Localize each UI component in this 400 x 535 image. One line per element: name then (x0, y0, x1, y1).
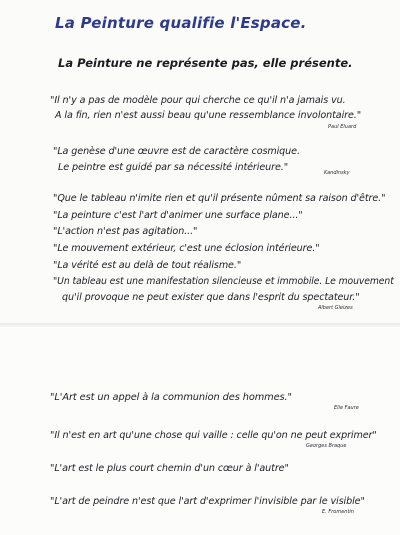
quote-gleizes-author: Albert Gleizes (318, 305, 353, 311)
quote-gleizes-line-1: "Que le tableau n'imite rien et qu'il présente nûment sa raison d'être." (53, 193, 386, 204)
quote-anonymous: "L'art est le plus court chemin d'un cœur à l'autre" (50, 463, 289, 474)
quote-braque-author: Georges Braque (306, 443, 347, 449)
quote-fromentin-author: E. Fromentin (322, 509, 354, 515)
quote-fromentin: "L'art de peindre n'est que l'art d'exprimer l'invisible par le visible" (50, 496, 365, 507)
page-subtitle: La Peinture ne représente pas, elle présente. (58, 56, 353, 70)
quote-eluard-author: Paul Eluard (328, 124, 357, 130)
quote-gleizes-line-4: "Le mouvement extérieur, c'est une éclosion intérieure." (53, 243, 320, 254)
quote-gleizes-line-7: qu'il provoque ne peut exister que dans l'esprit du spectateur." (62, 292, 360, 303)
quote-braque: "Il n'est en art qu'une chose qui vaille : celle qu'on ne peut exprimer" (50, 430, 377, 441)
page-title: La Peinture qualifie l'Espace. (55, 14, 307, 32)
quote-kandinsky-line-1: "La genèse d'une œuvre est de caractère cosmique. (53, 146, 300, 157)
quote-kandinsky-line-2: Le peintre est guidé par sa nécessité intérieure." (58, 162, 289, 173)
quote-eluard-line-2: A la fin, rien n'est aussi beau qu'une ressemblance involontaire." (55, 110, 362, 121)
quote-gleizes-line-2: "La peinture c'est l'art d'animer une surface plane..." (53, 210, 303, 221)
quote-faure: "L'Art est un appel à la communion des hommes." (50, 392, 292, 403)
quote-kandinsky-author: Kandinsky (324, 170, 350, 176)
quote-gleizes-line-5: "La vérité est au delà de tout réalisme." (53, 260, 242, 271)
quote-faure-author: Elie Faure (334, 405, 359, 411)
quote-eluard-line-1: "Il n'y a pas de modèle pour qui cherche ce qu'il n'a jamais vu. (50, 95, 346, 106)
quote-gleizes-line-6: "Un tableau est une manifestation silencieuse et immobile. Le mouvement (53, 276, 394, 287)
quote-gleizes-line-3: "L'action n'est pas agitation..." (53, 226, 198, 237)
